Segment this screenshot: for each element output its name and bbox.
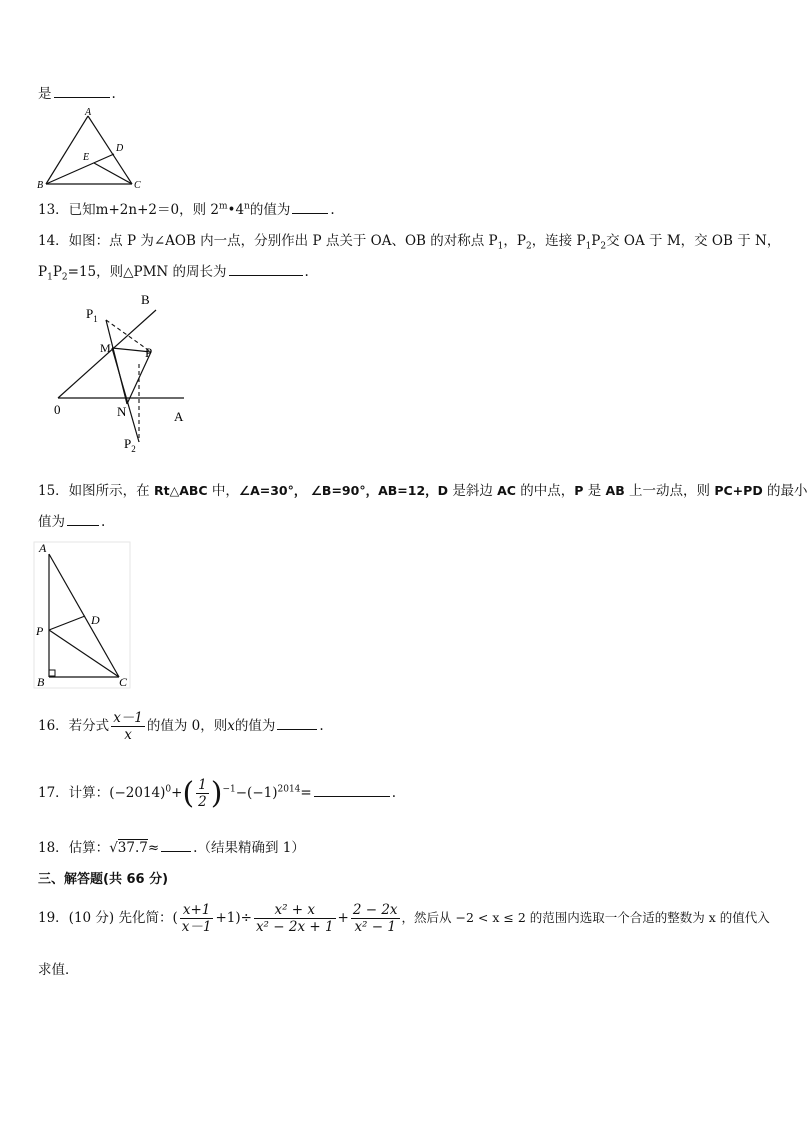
q16-answer-blank[interactable] bbox=[277, 728, 317, 730]
fig12-label-a: A bbox=[85, 107, 92, 118]
q18-answer-blank[interactable] bbox=[161, 850, 191, 852]
fig15-label-a: A bbox=[39, 541, 47, 555]
question-19-line-2: 求值． bbox=[38, 962, 79, 978]
question-16: 16．若分式 $\frac{x-1}{x}$ 的值为 0，则x的值为 . bbox=[38, 710, 324, 743]
q13-answer-blank[interactable] bbox=[292, 212, 328, 214]
q14-answer-blank[interactable] bbox=[229, 274, 303, 276]
section-3-heading: 三、解答题(共 66 分) bbox=[38, 872, 169, 887]
fig14-label-m: M bbox=[100, 341, 111, 355]
question-14-line-1: 14．如图：点 P 为∠AOB 内一点，分别作出 P 点关于 OA、OB 的对称点 $P_1$，$P_2$，连接 $P_1P_2$交 OA 于 M，交 OB 于 N， bbox=[38, 233, 781, 252]
fig14-label-p: P bbox=[145, 345, 153, 360]
fig14-label-p2: $P_2$ bbox=[124, 436, 136, 454]
figure-12-triangle bbox=[36, 108, 146, 190]
fig14-label-p1: $P_1$ bbox=[86, 306, 98, 324]
sqrt-icon: √ bbox=[109, 840, 118, 856]
question-15-line-2: 值为 . bbox=[38, 514, 106, 530]
fig15-label-d: D bbox=[91, 613, 100, 627]
fig15-label-c: C bbox=[119, 675, 128, 689]
fig12-label-c: C bbox=[134, 180, 141, 191]
q12-prefix: 是 bbox=[38, 86, 52, 102]
question-18: 18．估算：√37.7≈ .（结果精确到 1） bbox=[38, 840, 305, 856]
q17-answer-blank[interactable] bbox=[314, 795, 390, 797]
question-19-line-1: 19．(10 分) 先化简：( $\frac{x+1}{x-1}$ +1)÷ $\frac{\text{x² + x}}{\text{x² − 2x + 1}}$ + $\frac{2 - 2x}{\text{x² − 1}}$ ，然后从 −2 < x ≤ 2 的范围内选取一个合适的整数为 x 的值代入 bbox=[38, 902, 770, 935]
question-15-line-1: 15．如图所示，在 Rt△ABC 中，∠A=30°， ∠B=90°，AB=12，D 是斜边 AC 的中点，P 是 AB 上一动点，则 PC+PD 的最小 bbox=[38, 483, 808, 499]
figure-15-right-triangle bbox=[34, 540, 134, 692]
q12-line: 是 . bbox=[38, 86, 116, 102]
question-13: 13．已知m+2n+2＝0，则 2$^m$•4$^n$的值为 . bbox=[38, 201, 335, 218]
figure-14-angle-reflection bbox=[48, 290, 198, 454]
q16-fraction: $\frac{x-1}{x}$ bbox=[113, 710, 143, 743]
fig12-label-b: B bbox=[37, 180, 44, 191]
fig14-label-b: B bbox=[141, 292, 150, 307]
fig14-label-a: A bbox=[174, 409, 184, 424]
q12-answer-blank[interactable] bbox=[54, 96, 110, 98]
fig15-label-b: B bbox=[37, 675, 45, 689]
q15-answer-blank[interactable] bbox=[67, 524, 99, 526]
fig14-label-o: 0 bbox=[54, 402, 61, 417]
fig15-label-p: P bbox=[36, 624, 44, 638]
question-17: 17．计算：$(-2014)^0+$( $\frac{1}{2}$ )$^{-1}-(-1)^{2014}=$ . bbox=[38, 776, 397, 811]
fig12-label-e: E bbox=[83, 152, 90, 163]
q17-fraction: $\frac{1}{2}$ bbox=[198, 777, 207, 810]
question-14-line-2: $P_1P_2=15$，则△PMN 的周长为 . bbox=[38, 264, 309, 283]
fig12-label-d: D bbox=[116, 143, 124, 154]
fig14-label-n: N bbox=[117, 404, 127, 419]
